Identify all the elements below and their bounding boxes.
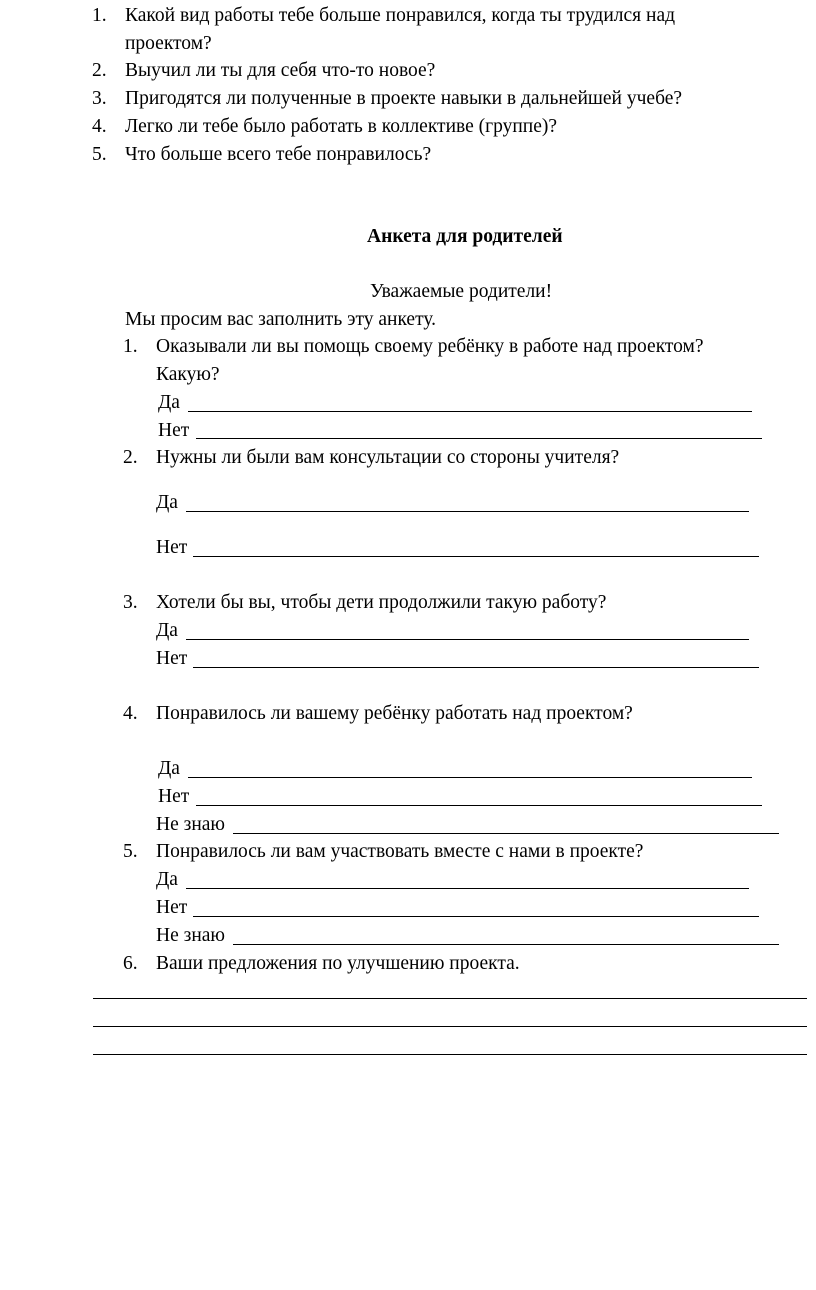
list-item-number: 4. [123,703,138,724]
answer-line-no[interactable] [196,805,762,806]
option-yes-label: Да [158,758,180,779]
list-item-number: 4. [92,116,107,137]
parent-question-4: Понравилось ли вашему ребёнку работать над проектом? [156,703,633,724]
student-question-1-line-2: проектом? [125,33,212,54]
option-no-label: Нет [156,537,188,558]
answer-line-no[interactable] [193,916,759,917]
answer-line-no[interactable] [193,556,759,557]
survey-title: Анкета для родителей [367,226,563,247]
answer-line-yes[interactable] [186,639,749,640]
list-item-number: 5. [123,841,138,862]
answer-line-dont-know[interactable] [233,833,779,834]
option-no-label: Нет [156,897,188,918]
parent-question-5: Понравилось ли вам участвовать вместе с нами в проекте? [156,841,644,862]
answer-line-yes[interactable] [186,511,749,512]
answer-line-yes[interactable] [188,411,752,412]
option-yes-label: Да [156,492,178,513]
answer-line-dont-know[interactable] [233,944,779,945]
parent-question-6: Ваши предложения по улучшению проекта. [156,953,520,974]
student-question-4: Легко ли тебе было работать в коллективе (группе)? [125,116,558,137]
student-question-5: Что больше всего тебе понравилось? [125,144,432,165]
answer-line-yes[interactable] [188,777,752,778]
suggestions-line-3[interactable] [93,1054,807,1055]
greeting: Уважаемые родители! [370,281,553,302]
list-item-number: 5. [92,144,107,165]
answer-line-no[interactable] [196,438,762,439]
option-yes-label: Да [156,620,178,641]
parent-question-1-line-1: Оказывали ли вы помощь своему ребёнку в работе над проектом? [156,336,704,357]
list-item-number: 3. [123,592,138,613]
student-question-3: Пригодятся ли полученные в проекте навыки в дальнейшей учебе? [125,88,683,109]
suggestions-line-1[interactable] [93,998,807,999]
option-dont-know-label: Не знаю [156,814,225,835]
option-no-label: Нет [156,648,188,669]
list-item-number: 1. [123,336,138,357]
option-no-label: Нет [158,786,190,807]
answer-line-no[interactable] [193,667,759,668]
list-item-number: 1. [92,5,107,26]
option-yes-label: Да [158,392,180,413]
intro-text: Мы просим вас заполнить эту анкету. [125,309,437,330]
option-yes-label: Да [156,869,178,890]
option-no-label: Нет [158,420,190,441]
parent-question-3: Хотели бы вы, чтобы дети продолжили такую работу? [156,592,607,613]
list-item-number: 6. [123,953,138,974]
option-dont-know-label: Не знаю [156,925,225,946]
student-question-1-line-1: Какой вид работы тебе больше понравился, когда ты трудился над [125,5,676,26]
parent-question-2: Нужны ли были вам консультации со стороны учителя? [156,447,620,468]
student-question-2: Выучил ли ты для себя что-то новое? [125,60,436,81]
list-item-number: 3. [92,88,107,109]
answer-line-yes[interactable] [186,888,749,889]
list-item-number: 2. [123,447,138,468]
suggestions-line-2[interactable] [93,1026,807,1027]
list-item-number: 2. [92,60,107,81]
parent-question-1-line-2: Какую? [156,364,220,385]
